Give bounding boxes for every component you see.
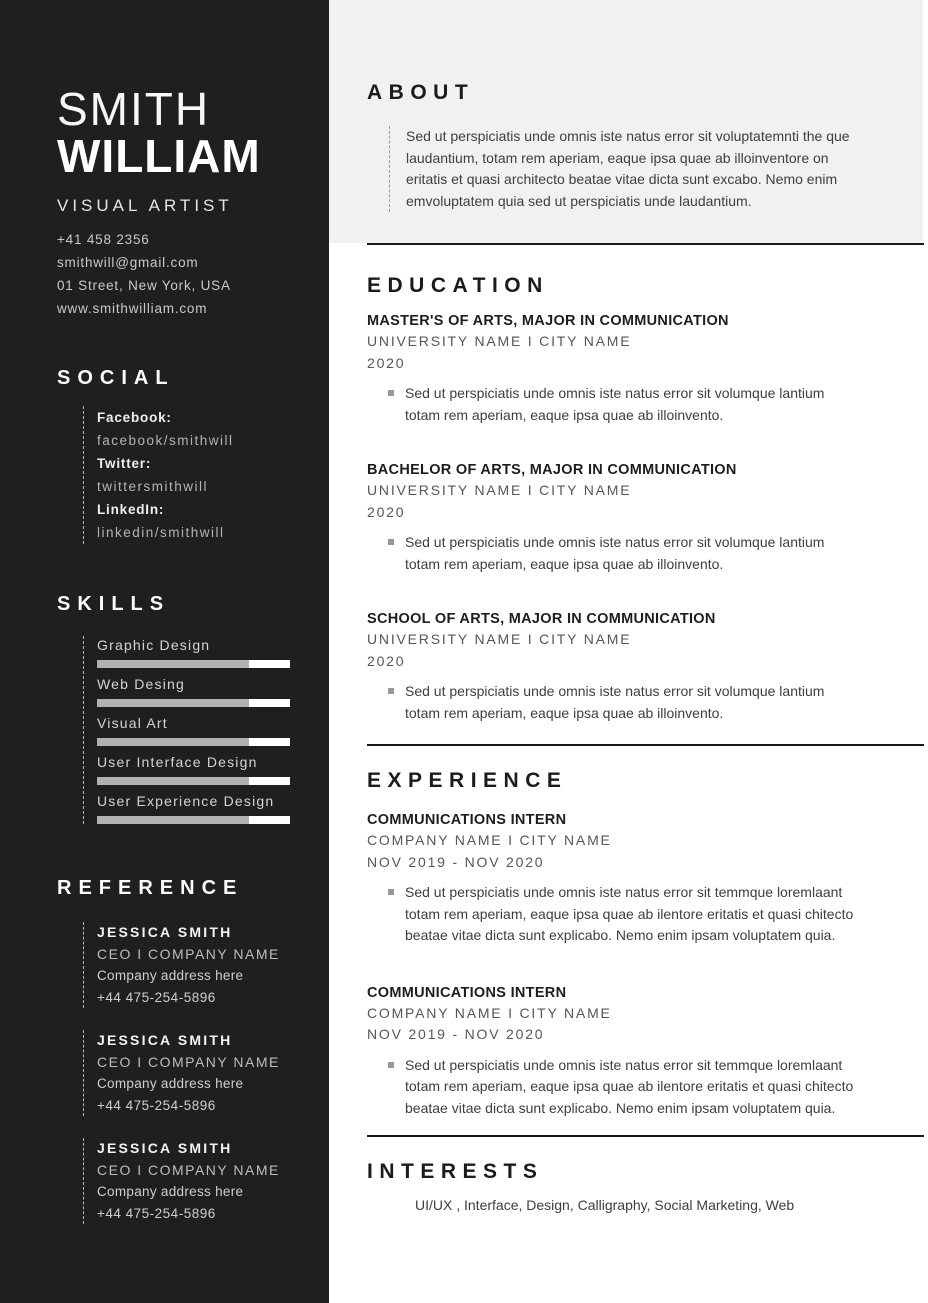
bullet-item (388, 681, 928, 724)
bullet-square-icon (388, 539, 394, 545)
contact-phone: +41 458 2356 (57, 232, 150, 247)
reference-phone: +44 475-254-5896 (97, 1205, 216, 1221)
reference-address: Company address here (97, 1076, 244, 1091)
skill-bar (97, 816, 290, 824)
bullet-text: Sed ut perspiciatis unde omnis iste natus error sit temmque loremlaant totam rem aperiam, eaque ipsa quae ab ilentore eritatis et quasi chitecto beatae vitae dicta sunt explicabo. Nemo enim ipsam voluptatem quia. (405, 884, 854, 943)
company-line: COMPANY NAME I CITY NAME (367, 1004, 612, 1021)
bullet-text: Sed ut perspiciatis unde omnis iste natus error sit volumque lantium totam rem aperiam, eaque ipsa quae ab illoinvento. (405, 534, 825, 572)
degree-title: MASTER'S OF ARTS, MAJOR IN COMMUNICATION (367, 313, 729, 329)
education-date: 2020 (367, 354, 406, 371)
education-section (329, 273, 928, 724)
experience-heading: EXPERIENCE (367, 769, 568, 792)
experience-entry (367, 983, 928, 1120)
social-heading: SOCIAL (57, 367, 175, 389)
position-title: COMMUNICATIONS INTERN (367, 984, 567, 1001)
about-text: Sed ut perspiciatis unde omnis iste natus error sit voluptatemnti the que laudantium, totam rem aperiam, eaque ipsa quae ab illoinventore on eritatis et quasi architecto beatae vitae dicta sunt excabo. Nemo enim emvoluptatem quia sed ut perspiciatis unde laudantium. (389, 126, 851, 212)
social-item-twitter (97, 452, 290, 498)
about-heading: ABOUT (367, 81, 475, 104)
education-entry (367, 460, 928, 575)
reference-entry (83, 1030, 290, 1116)
reference-heading: REFERENCE (57, 877, 244, 899)
skills-heading: SKILLS (57, 593, 171, 615)
section-divider (367, 744, 924, 746)
social-item-linkedin (97, 498, 290, 544)
education-entry (367, 311, 928, 426)
social-item-facebook (97, 406, 290, 452)
skill-label: Graphic Design (97, 637, 211, 653)
degree-title: BACHELOR OF ARTS, MAJOR IN COMMUNICATION (367, 462, 737, 478)
education-date: 2020 (367, 652, 406, 669)
skill-bar-fill (97, 660, 249, 668)
social-list (83, 406, 290, 544)
social-label: Twitter: (97, 456, 152, 471)
skill-label: User Experience Design (97, 793, 275, 809)
reference-name: JESSICA SMITH (97, 1140, 233, 1156)
social-label: LinkedIn: (97, 502, 165, 517)
section-divider (367, 1135, 924, 1137)
last-name: WILLIAM (57, 130, 261, 182)
degree-title: SCHOOL OF ARTS, MAJOR IN COMMUNICATION (367, 611, 716, 627)
bullet-square-icon (388, 390, 394, 396)
bullet-text: Sed ut perspiciatis unde omnis iste natus error sit temmque loremlaant totam rem aperiam, eaque ipsa quae ab ilentore eritatis et quasi chitecto beatae vitae dicta sunt explicabo. Nemo enim ipsam voluptatem quia. (405, 1056, 854, 1116)
bullet-square-icon (388, 889, 394, 895)
contact-website: www.smithwilliam.com (57, 301, 208, 316)
experience-date: NOV 2019 - NOV 2020 (367, 1026, 545, 1042)
skill-bar (97, 699, 290, 707)
reference-name: JESSICA SMITH (97, 924, 233, 940)
social-value: linkedin/smithwill (97, 525, 225, 540)
skill-item (97, 636, 290, 668)
person-name (57, 83, 290, 182)
first-name: SMITH (57, 83, 211, 135)
experience-section (329, 768, 928, 1119)
skill-bar-fill (97, 699, 249, 707)
skill-bar (97, 660, 290, 668)
experience-date: NOV 2019 - NOV 2020 (367, 853, 545, 870)
main-content (329, 0, 928, 1303)
skill-bar (97, 738, 290, 746)
bullet-square-icon (388, 688, 394, 694)
reference-address: Company address here (97, 1184, 244, 1199)
position-title: COMMUNICATIONS INTERN (367, 812, 567, 828)
experience-entry (367, 810, 928, 947)
interests-text: UI/UX , Interface, Design, Calligraphy, Social Marketing, Web (415, 1197, 795, 1213)
interests-heading: INTERESTS (367, 1160, 544, 1183)
reference-phone: +44 475-254-5896 (97, 1097, 216, 1113)
skill-item (97, 675, 290, 707)
bullet-text: Sed ut perspiciatis unde omnis iste natus error sit volumque lantium totam rem aperiam, eaque ipsa quae ab illoinvento. (405, 385, 825, 423)
school-line: UNIVERSITY NAME I CITY NAME (367, 482, 632, 498)
reference-role: CEO I COMPANY NAME (97, 945, 280, 962)
education-heading: EDUCATION (367, 274, 549, 297)
social-value: facebook/smithwill (97, 433, 234, 448)
reference-entry (83, 1138, 290, 1224)
reference-role: CEO I COMPANY NAME (97, 1161, 280, 1178)
bullet-square-icon (388, 1062, 394, 1068)
bullet-item (388, 532, 928, 575)
skill-bar-fill (97, 777, 249, 785)
skill-bar-fill (97, 816, 249, 824)
reference-name: JESSICA SMITH (97, 1032, 233, 1048)
bullet-text: Sed ut perspiciatis unde omnis iste natus error sit volumque lantium totam rem aperiam, eaque ipsa quae ab illoinvento. (405, 683, 825, 721)
bullet-item (388, 882, 928, 947)
skill-item (97, 753, 290, 785)
job-title: VISUAL ARTIST (57, 196, 233, 215)
contact-address: 01 Street, New York, USA (57, 278, 231, 293)
school-line: UNIVERSITY NAME I CITY NAME (367, 333, 632, 349)
about-section (329, 0, 923, 243)
school-line: UNIVERSITY NAME I CITY NAME (367, 631, 632, 647)
education-entry (367, 609, 928, 724)
social-label: Facebook: (97, 410, 172, 425)
reference-entry (83, 922, 290, 1008)
sidebar (0, 0, 329, 1303)
reference-role: CEO I COMPANY NAME (97, 1053, 280, 1070)
skill-label: User Interface Design (97, 754, 258, 770)
skill-bar-fill (97, 738, 249, 746)
bullet-item (388, 383, 928, 426)
reference-address: Company address here (97, 968, 244, 983)
skill-item (97, 714, 290, 746)
bullet-item (388, 1055, 928, 1120)
skills-list (83, 636, 290, 824)
section-divider (367, 243, 924, 245)
social-value: twittersmithwill (97, 479, 209, 494)
skill-label: Visual Art (97, 715, 168, 731)
contact-email: smithwill@gmail.com (57, 255, 199, 270)
interests-section (329, 1159, 928, 1217)
skill-bar (97, 777, 290, 785)
education-date: 2020 (367, 503, 406, 520)
contact-list (57, 228, 290, 320)
skill-label: Web Desing (97, 676, 186, 692)
company-line: COMPANY NAME I CITY NAME (367, 832, 612, 848)
skill-item (97, 792, 290, 824)
reference-phone: +44 475-254-5896 (97, 989, 216, 1005)
